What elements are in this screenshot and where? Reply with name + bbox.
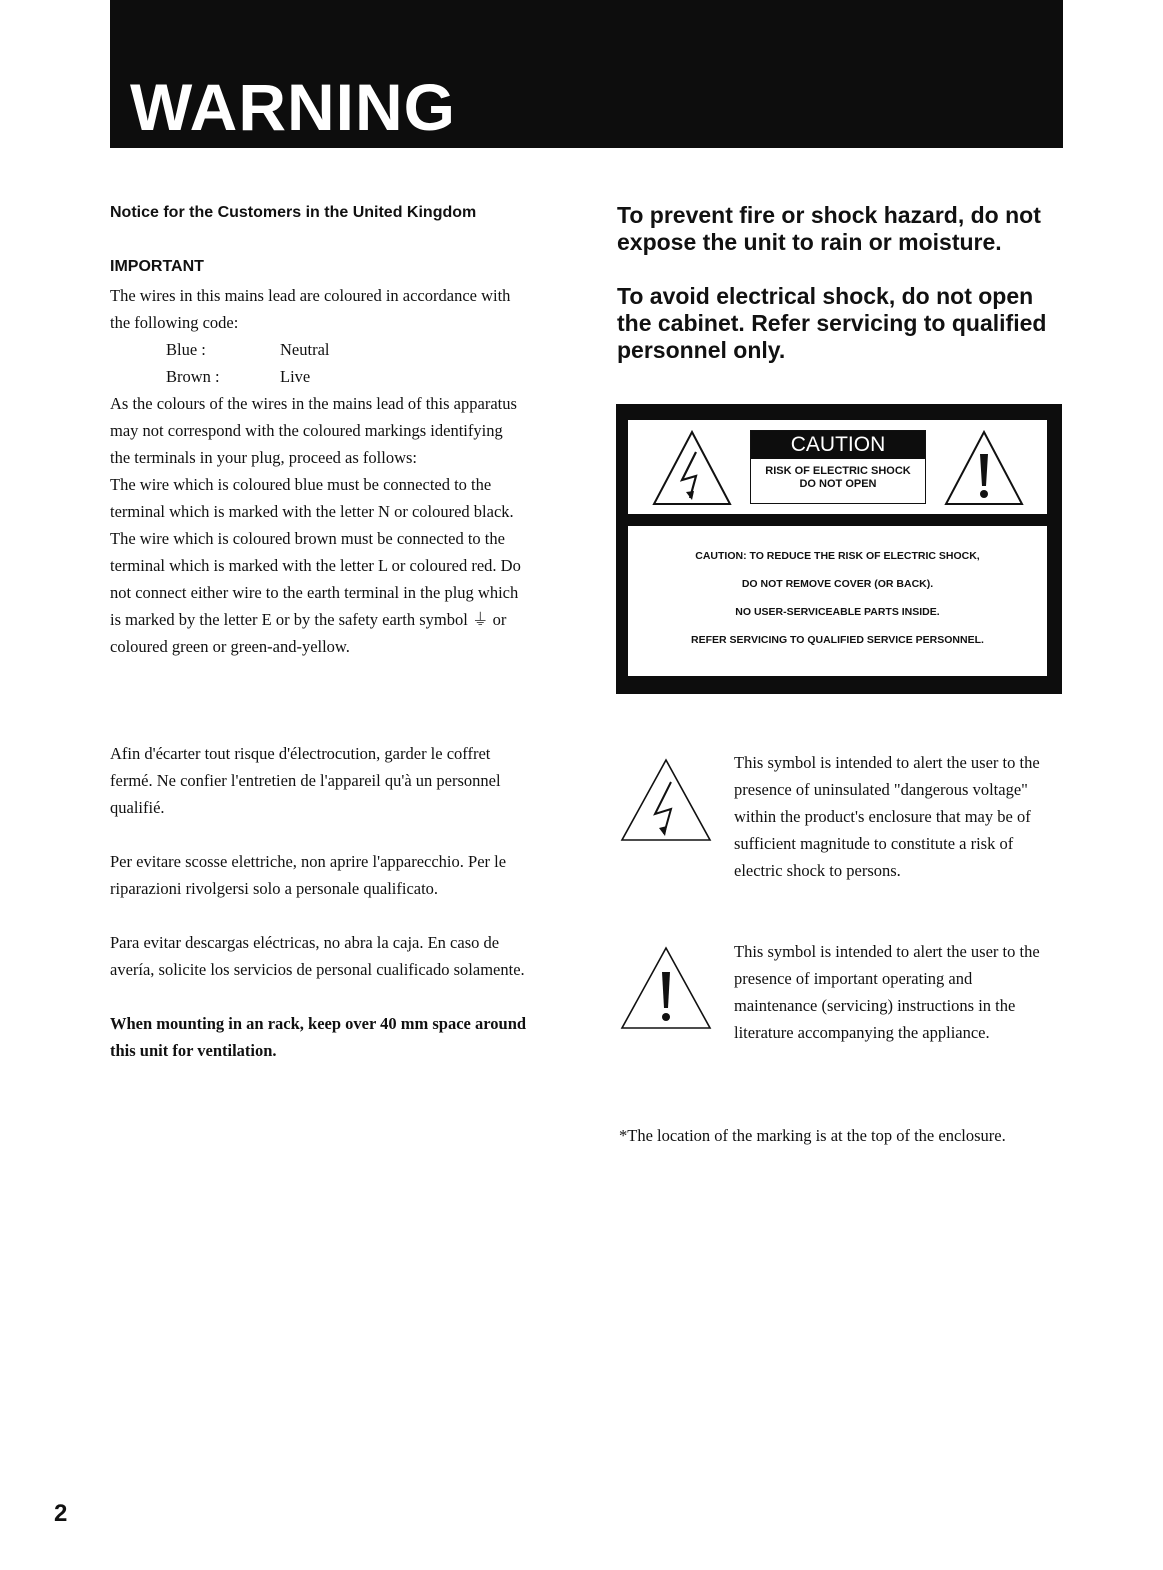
subtitle-line: RISK OF ELECTRIC SHOCK [765, 465, 911, 477]
rack-ventilation-note [110, 1010, 554, 1064]
heading-line: personnel only. [617, 337, 786, 363]
lightning-triangle-icon [652, 430, 732, 506]
code-meaning: Neutral [280, 340, 330, 359]
text-line: As the colours of the wires in the mains lead of this apparatus [110, 394, 517, 413]
text-line: The wire which is coloured brown must be connected to the [110, 529, 505, 548]
caution-label-title: CAUTION [751, 431, 925, 459]
shock-heading [617, 283, 1067, 364]
text-line: qualifié. [110, 798, 165, 817]
subtitle-line: DO NOT OPEN [799, 478, 877, 490]
uk-notice-heading: Notice for the Customers in the United Kingdom [110, 204, 477, 221]
lightning-triangle-icon [620, 758, 712, 842]
caution-label-bottom [628, 526, 1047, 676]
caution-label-top [628, 420, 1047, 514]
caution-line: REFER SERVICING TO QUALIFIED SERVICE PERSONNEL. [691, 634, 984, 646]
code-color: Brown : [166, 367, 220, 386]
text-line: terminal which is marked with the letter N or coloured black. [110, 502, 514, 521]
text-line: When mounting in an rack, keep over 40 mm space around [110, 1014, 527, 1033]
heading-line: the cabinet. Refer servicing to qualified [617, 310, 1047, 336]
text-line: maintenance (servicing) instructions in the [734, 996, 1016, 1015]
text-line: coloured green or green-and-yellow. [110, 637, 350, 656]
code-meaning: Live [280, 367, 311, 386]
fire-hazard-heading [617, 202, 1067, 256]
caution-line: NO USER-SERVICEABLE PARTS INSIDE. [735, 606, 940, 618]
text-line: this unit for ventilation. [110, 1041, 277, 1060]
exclamation-triangle-icon [944, 430, 1024, 506]
french-warning [110, 740, 554, 821]
code-row-blue [166, 336, 329, 363]
text-line: The wires in this mains lead are coloured in accordance with [110, 286, 511, 305]
wire-color-codes [166, 336, 329, 390]
text-line: may not correspond with the coloured markings identifying [110, 421, 503, 440]
text-line: riparazioni rivolgersi solo a personale qualificato. [110, 879, 439, 898]
text-line: presence of uninsulated "dangerous voltage" [734, 780, 1028, 799]
heading-line: expose the unit to rain or moisture. [617, 229, 1002, 255]
caution-label [616, 404, 1062, 694]
text-line: is marked by the letter E or by the safety earth symbol ⏚ or [110, 610, 507, 629]
text-line: terminal which is marked with the letter L or coloured red. Do [110, 556, 521, 575]
caution-line: CAUTION: TO REDUCE THE RISK OF ELECTRIC SHOCK, [695, 550, 980, 562]
uk-intro-text [110, 282, 554, 336]
text-line: within the product's enclosure that may be of [734, 807, 1031, 826]
uk-body-text [110, 390, 554, 660]
text-line: The wire which is coloured blue must be connected to the [110, 475, 492, 494]
italian-warning [110, 848, 554, 902]
heading-line: To prevent fire or shock hazard, do not [617, 202, 1041, 228]
heading-line: To avoid electrical shock, do not open [617, 283, 1034, 309]
text-line: fermé. Ne confier l'entretien de l'appareil qu'à un personnel [110, 771, 501, 790]
exclamation-triangle-icon [620, 946, 712, 1030]
page-number: 2 [54, 1500, 68, 1527]
text-line: avería, solicite los servicios de personal cualificado solamente. [110, 960, 525, 979]
page-title: WARNING [130, 70, 456, 144]
caution-label-box [750, 430, 926, 504]
caution-label-subtitle [751, 459, 925, 491]
marking-location-footnote: *The location of the marking is at the top of the enclosure. [619, 1126, 1006, 1145]
text-line: electric shock to persons. [734, 861, 901, 880]
text-line: Afin d'écarter tout risque d'électrocution, garder le coffret [110, 744, 491, 763]
text-line: Per evitare scosse elettriche, non aprire l'apparecchio. Per le [110, 852, 507, 871]
text-line: presence of important operating and [734, 969, 973, 988]
warning-banner [110, 0, 1063, 148]
code-row-brown [166, 363, 329, 390]
important-label: IMPORTANT [110, 258, 204, 275]
lightning-symbol-description [734, 749, 1062, 884]
text-line: Para evitar descargas eléctricas, no abra la caja. En caso de [110, 933, 500, 952]
spanish-warning [110, 929, 554, 983]
text-line: This symbol is intended to alert the user to the [734, 753, 1040, 772]
text-line: literature accompanying the appliance. [734, 1023, 990, 1042]
text-line: not connect either wire to the earth terminal in the plug which [110, 583, 519, 602]
code-color: Blue : [166, 340, 206, 359]
text-line: This symbol is intended to alert the user to the [734, 942, 1040, 961]
text-line: the terminals in your plug, proceed as follows: [110, 448, 418, 467]
text-line: sufficient magnitude to constitute a risk of [734, 834, 1014, 853]
caution-line: DO NOT REMOVE COVER (OR BACK). [741, 578, 934, 590]
text-line: the following code: [110, 313, 239, 332]
exclamation-symbol-description [734, 938, 1062, 1046]
